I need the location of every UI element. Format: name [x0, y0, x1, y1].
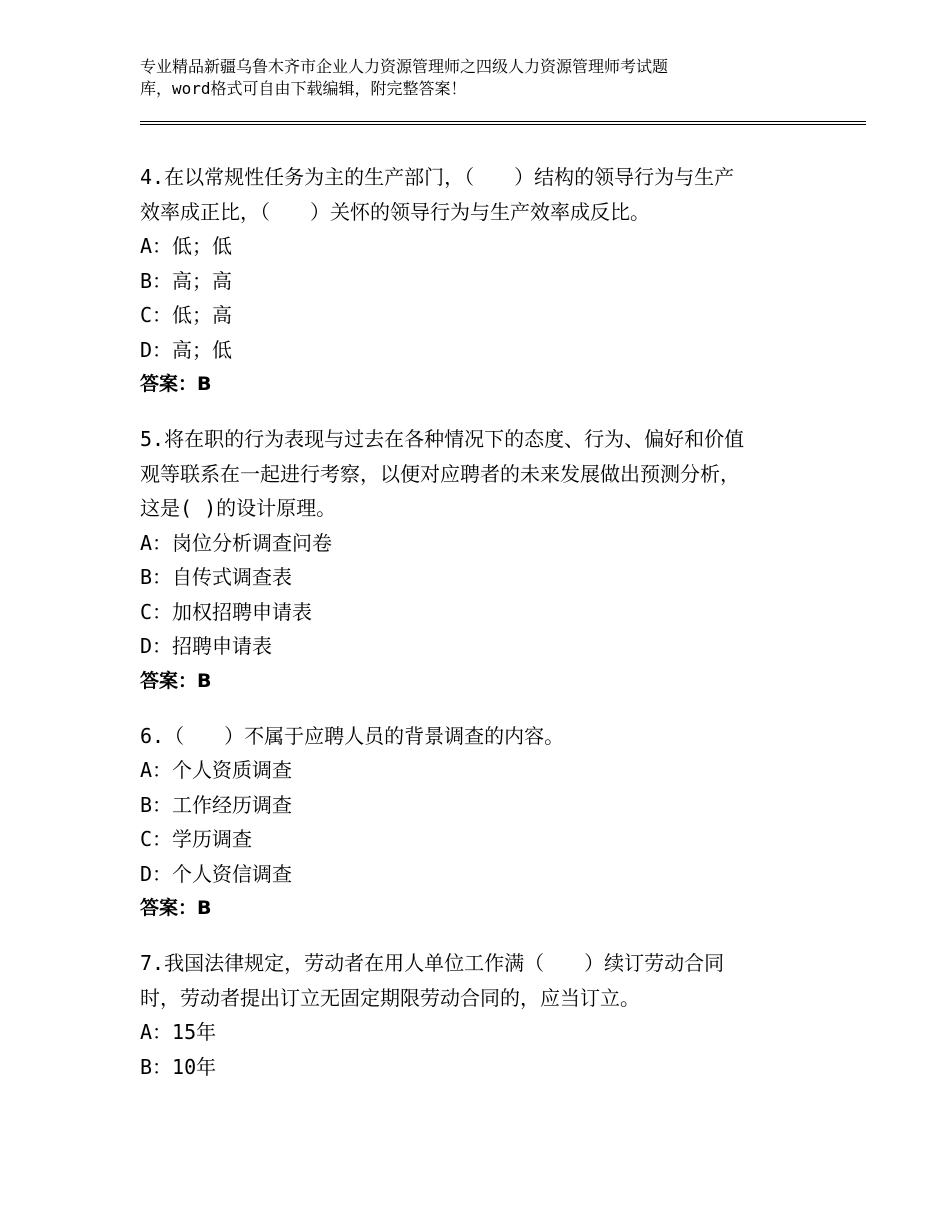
- document-header: [140, 56, 790, 100]
- question-stem-line: 这是( )的设计原理。: [140, 496, 337, 520]
- option-c: C：低；高: [140, 303, 233, 327]
- option-d: D：个人资信调查: [140, 861, 293, 886]
- header-line-2: 库，word格式可自由下载编辑，附完整答案！: [140, 79, 467, 98]
- option-d: D：高；低: [140, 337, 233, 362]
- option-c: C：加权招聘申请表: [140, 599, 313, 624]
- question-6: [140, 719, 800, 926]
- option-b: B：工作经历调查: [140, 792, 293, 817]
- answer-line: 答案：B: [140, 669, 212, 692]
- question-list: [140, 160, 800, 1105]
- answer-line: 答案：B: [140, 373, 212, 395]
- question-stem-line: 观等联系在一起进行考察，以便对应聘者的未来发展做出预测分析，: [140, 461, 740, 486]
- option-d: D：招聘申请表: [140, 634, 273, 658]
- option-b: B：10年: [140, 1054, 217, 1079]
- option-c: C：学历调查: [140, 827, 253, 851]
- option-a: A：岗位分析调查问卷: [140, 530, 333, 555]
- header-line-1: 专业精品新疆乌鲁木齐市企业人力资源管理师之四级人力资源管理师考试题: [140, 57, 669, 76]
- question-7: [140, 946, 800, 1084]
- question-stem-line: 5.将在职的行为表现与过去在各种情况下的态度、行为、偏好和价值: [140, 427, 745, 451]
- header-divider-double: [140, 124, 866, 125]
- option-b: B：高；高: [140, 268, 233, 293]
- question-4: [140, 160, 800, 401]
- option-a: A：低；低: [140, 234, 233, 258]
- question-stem-line: 6.（ ）不属于应聘人员的背景调查的内容。: [140, 723, 565, 748]
- option-a: A：15年: [140, 1020, 217, 1044]
- question-5: [140, 422, 800, 698]
- question-stem-line: 7.我国法律规定，劳动者在用人单位工作满（ ）续订劳动合同: [140, 951, 725, 975]
- header-divider: [140, 121, 866, 122]
- option-b: B：自传式调查表: [140, 565, 293, 589]
- question-stem-line: 时，劳动者提出订立无固定期限劳动合同的，应当订立。: [140, 985, 640, 1010]
- answer-line: 答案：B: [140, 897, 212, 919]
- option-a: A：个人资质调查: [140, 758, 293, 782]
- question-stem-line: 效率成正比，（ ）关怀的领导行为与生产效率成反比。: [140, 199, 650, 224]
- question-stem-line: 4.在以常规性任务为主的生产部门，（ ）结构的领导行为与生产: [140, 165, 735, 189]
